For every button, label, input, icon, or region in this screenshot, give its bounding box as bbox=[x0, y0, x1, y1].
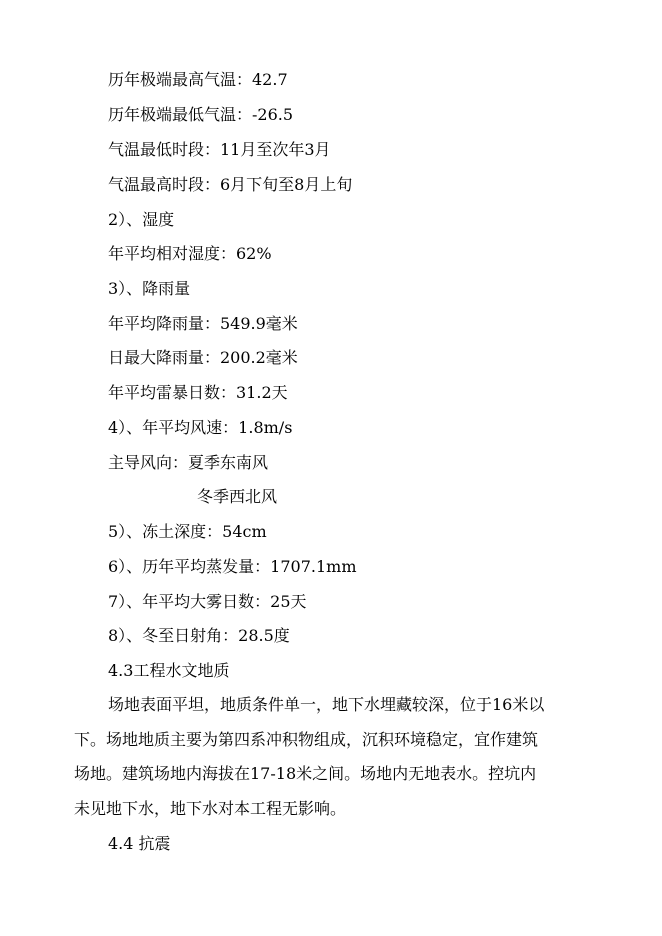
evaporation-line: 6）、历年平均蒸发量：1707.1mm bbox=[108, 557, 357, 576]
wind-speed-line: 4）、年平均风速：1.8m/s bbox=[108, 418, 293, 437]
paragraph-line-2: 下。场地地质主要为第四系冲积物组成，沉积环境稳定，宜作建筑 bbox=[74, 729, 539, 749]
humidity-avg-line: 年平均相对湿度：62% bbox=[108, 244, 272, 263]
section-4-4-title: 4.4 抗震 bbox=[108, 834, 171, 853]
section-4-3-title: 4.3工程水文地质 bbox=[108, 661, 230, 680]
hydrogeology-paragraph bbox=[74, 688, 603, 826]
solar-angle-line: 8）、冬至日射角：28.5度 bbox=[108, 626, 290, 645]
daily-max-rainfall-line: 日最大降雨量：200.2毫米 bbox=[108, 348, 298, 367]
humidity-heading: 2）、湿度 bbox=[108, 210, 175, 229]
wind-direction-summer-line: 主导风向：夏季东南风 bbox=[108, 453, 269, 472]
thunder-days-line: 年平均雷暴日数：31.2天 bbox=[108, 383, 288, 402]
max-temp-line: 历年极端最高气温：42.7 bbox=[108, 70, 288, 89]
rainfall-heading: 3）、降雨量 bbox=[108, 279, 191, 298]
paragraph-line-4: 未见地下水，地下水对本工程无影响。 bbox=[74, 798, 347, 818]
wind-direction-winter-line: 冬季西北风 bbox=[197, 487, 278, 506]
paragraph-line-3: 场地。建筑场地内海拔在17-18米之间。场地内无地表水。控坑内 bbox=[74, 764, 537, 783]
annual-rainfall-line: 年平均降雨量：549.9毫米 bbox=[108, 314, 298, 333]
min-temp-line: 历年极端最低气温：-26.5 bbox=[108, 105, 294, 124]
frost-depth-line: 5）、冻土深度：54cm bbox=[108, 522, 267, 541]
fog-days-line: 7）、年平均大雾日数：25天 bbox=[108, 592, 307, 611]
high-temp-period-line: 气温最高时段：6月下旬至8月上旬 bbox=[108, 175, 353, 194]
paragraph-line-1: 场地表面平坦，地质条件单一，地下水埋藏较深，位于16米以 bbox=[108, 695, 545, 714]
low-temp-period-line: 气温最低时段：11月至次年3月 bbox=[108, 140, 331, 159]
